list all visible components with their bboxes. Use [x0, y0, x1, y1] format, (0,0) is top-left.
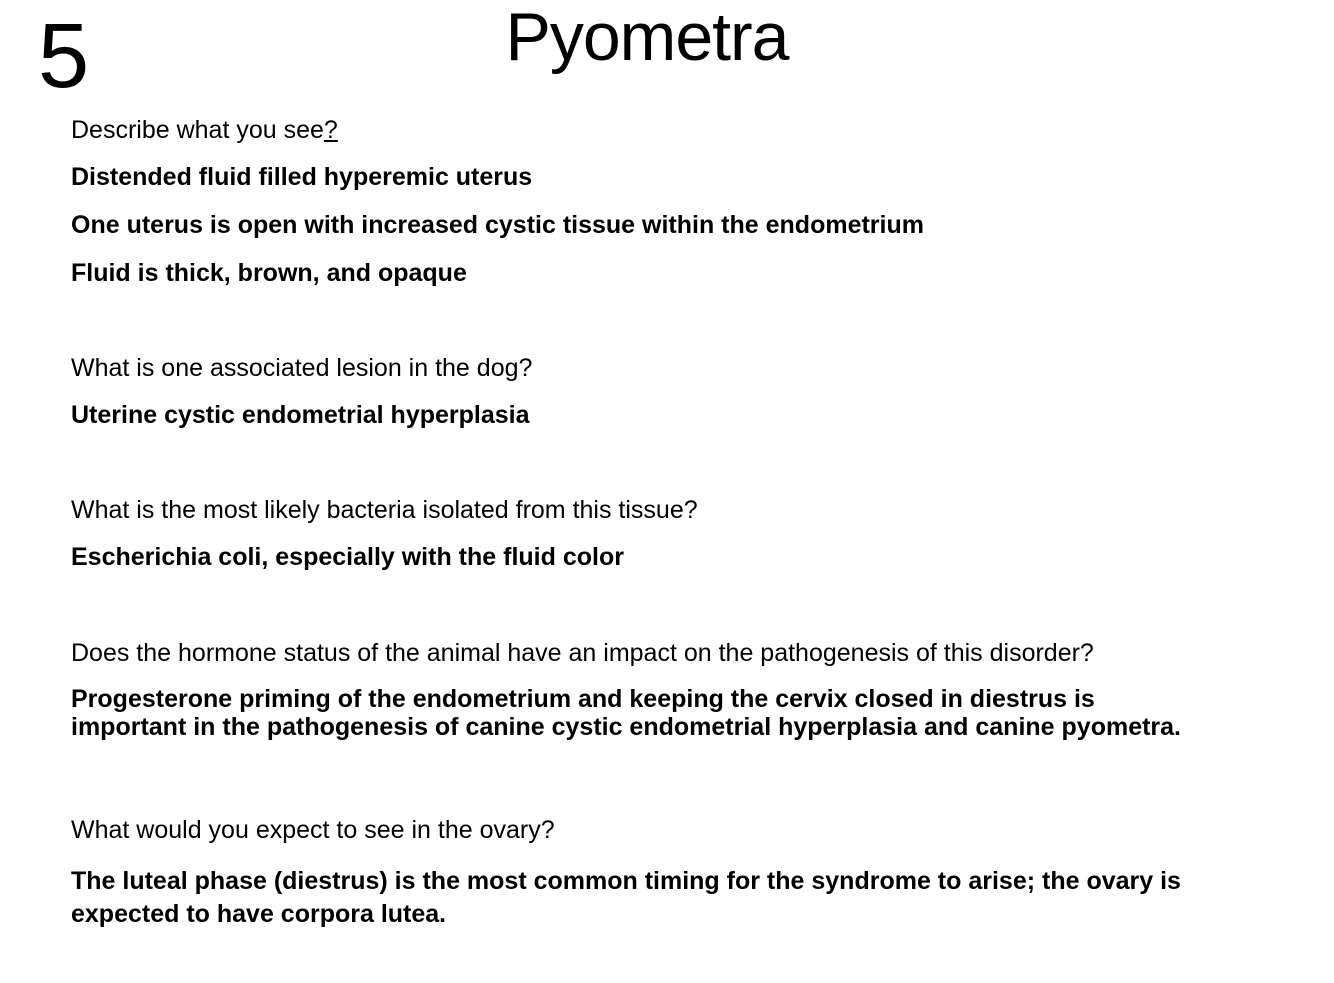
- answer-3: Escherichia coli, especially with the fluid color: [71, 543, 624, 571]
- question-5: What would you expect to see in the ovary?: [71, 816, 555, 844]
- answer-5-line-1: The luteal phase (diestrus) is the most common timing for the syndrome to arise; the ovary is: [71, 867, 1181, 895]
- question-1-text: Describe what you see: [71, 116, 324, 144]
- question-1: [71, 115, 1291, 145]
- question-1-mark: ?: [323, 116, 338, 144]
- answer-4-line-1: Progesterone priming of the endometrium and keeping the cervix closed in diestrus is: [71, 685, 1095, 713]
- answer-1-line-3: Fluid is thick, brown, and opaque: [71, 259, 467, 287]
- answer-4-line-2: important in the pathogenesis of canine cystic endometrial hyperplasia and canine pyometra.: [71, 713, 1181, 741]
- slide-number: 5: [38, 5, 90, 107]
- question-4: Does the hormone status of the animal have an impact on the pathogenesis of this disorder?: [71, 639, 1094, 667]
- slide-title: Pyometra: [505, 0, 789, 75]
- answer-5-line-2: expected to have corpora lutea.: [71, 900, 447, 928]
- answer-2: Uterine cystic endometrial hyperplasia: [71, 401, 530, 429]
- question-2: What is one associated lesion in the dog?: [71, 354, 533, 382]
- answer-1-line-2: One uterus is open with increased cystic tissue within the endometrium: [71, 211, 924, 239]
- question-3: What is the most likely bacteria isolated from this tissue?: [71, 496, 698, 524]
- answer-1-line-1: Distended fluid filled hyperemic uterus: [71, 163, 533, 191]
